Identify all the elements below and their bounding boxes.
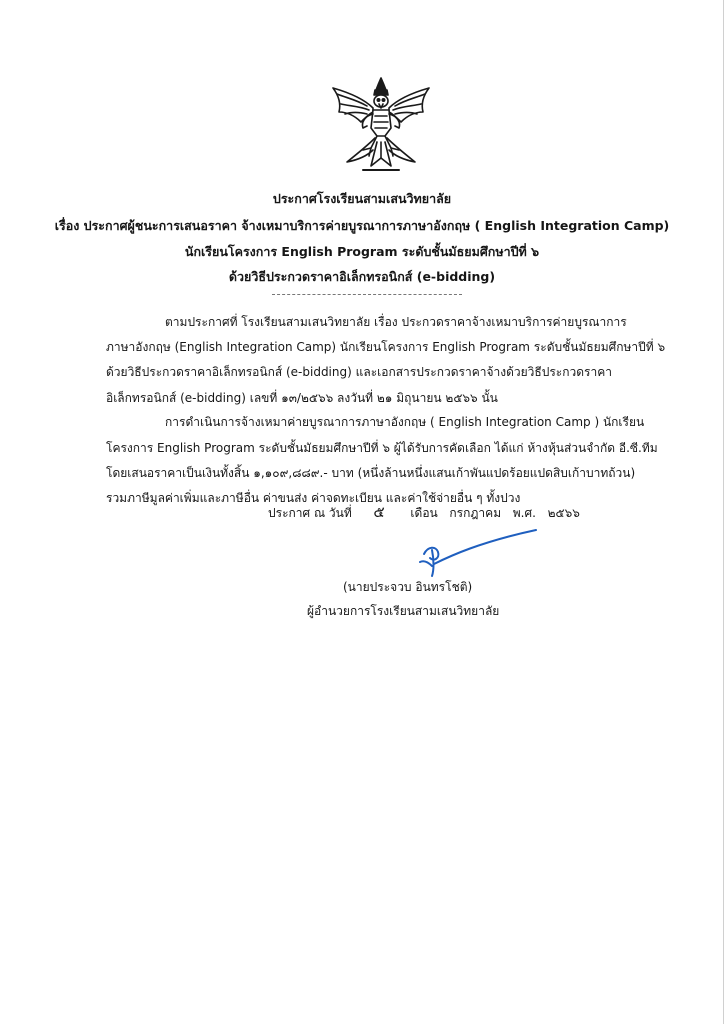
announcement-title: ประกาศโรงเรียนสามเสนวิทยาลัย bbox=[272, 191, 452, 206]
body-line-5: การดำเนินการจ้างเหมาค่ายบูรณาการภาษาอังกฤษ ( English Integration Camp ) นักเรียน bbox=[165, 415, 645, 429]
title-divider bbox=[272, 294, 462, 295]
body-line-4: อิเล็กทรอนิกส์ (e-bidding) เลขที่ ๑๓/๒๕๖๖ ลงวันที่ ๒๑ มิถุนายน ๒๕๖๖ นั้น bbox=[106, 391, 498, 405]
date-label: ประกาศ ณ วันที่ bbox=[268, 506, 352, 520]
date-year-label: พ.ศ. bbox=[512, 506, 536, 520]
body-line-7: โดยเสนอราคาเป็นเงินทั้งสิ้น ๑,๑๐๙,๘๘๙.- บาท (หนึ่งล้านหนึ่งแสนเก้าพันแปดร้อยแปดสิบเก้าบาทถ้วน) bbox=[106, 466, 636, 480]
body-line-2: ภาษาอังกฤษ (English Integration Camp) นักเรียนโครงการ English Program ระดับชั้นมัธยมศึกษาปีที่ ๖ bbox=[106, 340, 666, 354]
announcement-subject-line-3: ด้วยวิธีประกวดราคาอิเล็กทรอนิกส์ (e-bidding) bbox=[228, 269, 496, 284]
body-line-3: ด้วยวิธีประกวดราคาอิเล็กทรอนิกส์ (e-bidding) และเอกสารประกวดราคาจ้างด้วยวิธีประกวดราคา bbox=[106, 365, 612, 379]
signature bbox=[410, 526, 540, 578]
garuda-emblem-icon bbox=[327, 76, 435, 176]
announcement-subject-line-2: นักเรียนโครงการ English Program ระดับชั้นมัธยมศึกษาปีที่ ๖ bbox=[184, 244, 540, 259]
body-line-1: ตามประกาศที่ โรงเรียนสามเสนวิทยาลัย เรื่อง ประกวดราคาจ้างเหมาบริการค่ายบูรณาการ bbox=[165, 315, 627, 329]
announcement-subject: เรื่อง ประกาศผู้ชนะการเสนอราคา จ้างเหมาบริการค่ายบูรณาการภาษาอังกฤษ ( English Integration Camp) bbox=[54, 218, 670, 233]
body-line-8: รวมภาษีมูลค่าเพิ่มและภาษีอื่น ค่าขนส่ง ค่าจดทะเบียน และค่าใช้จ่ายอื่น ๆ ทั้งปวง bbox=[106, 491, 521, 505]
body-line-6: โครงการ English Program ระดับชั้นมัธยมศึกษาปีที่ ๖ ผู้ได้รับการคัดเลือก ได้แก่ ห้างหุ้นส่วนจำกัด อี.ซี.ทีม bbox=[106, 441, 658, 455]
announce-date-line bbox=[268, 504, 580, 522]
date-day: ๕ bbox=[373, 503, 385, 521]
date-month: กรกฎาคม bbox=[449, 506, 502, 520]
signatory-name: (นายประจวบ อินทรโชติ) bbox=[343, 580, 473, 594]
signatory-position: ผู้อำนวยการโรงเรียนสามเสนวิทยาลัย bbox=[307, 604, 500, 618]
date-year: ๒๕๖๖ bbox=[547, 506, 580, 520]
date-month-label: เดือน bbox=[410, 506, 438, 520]
